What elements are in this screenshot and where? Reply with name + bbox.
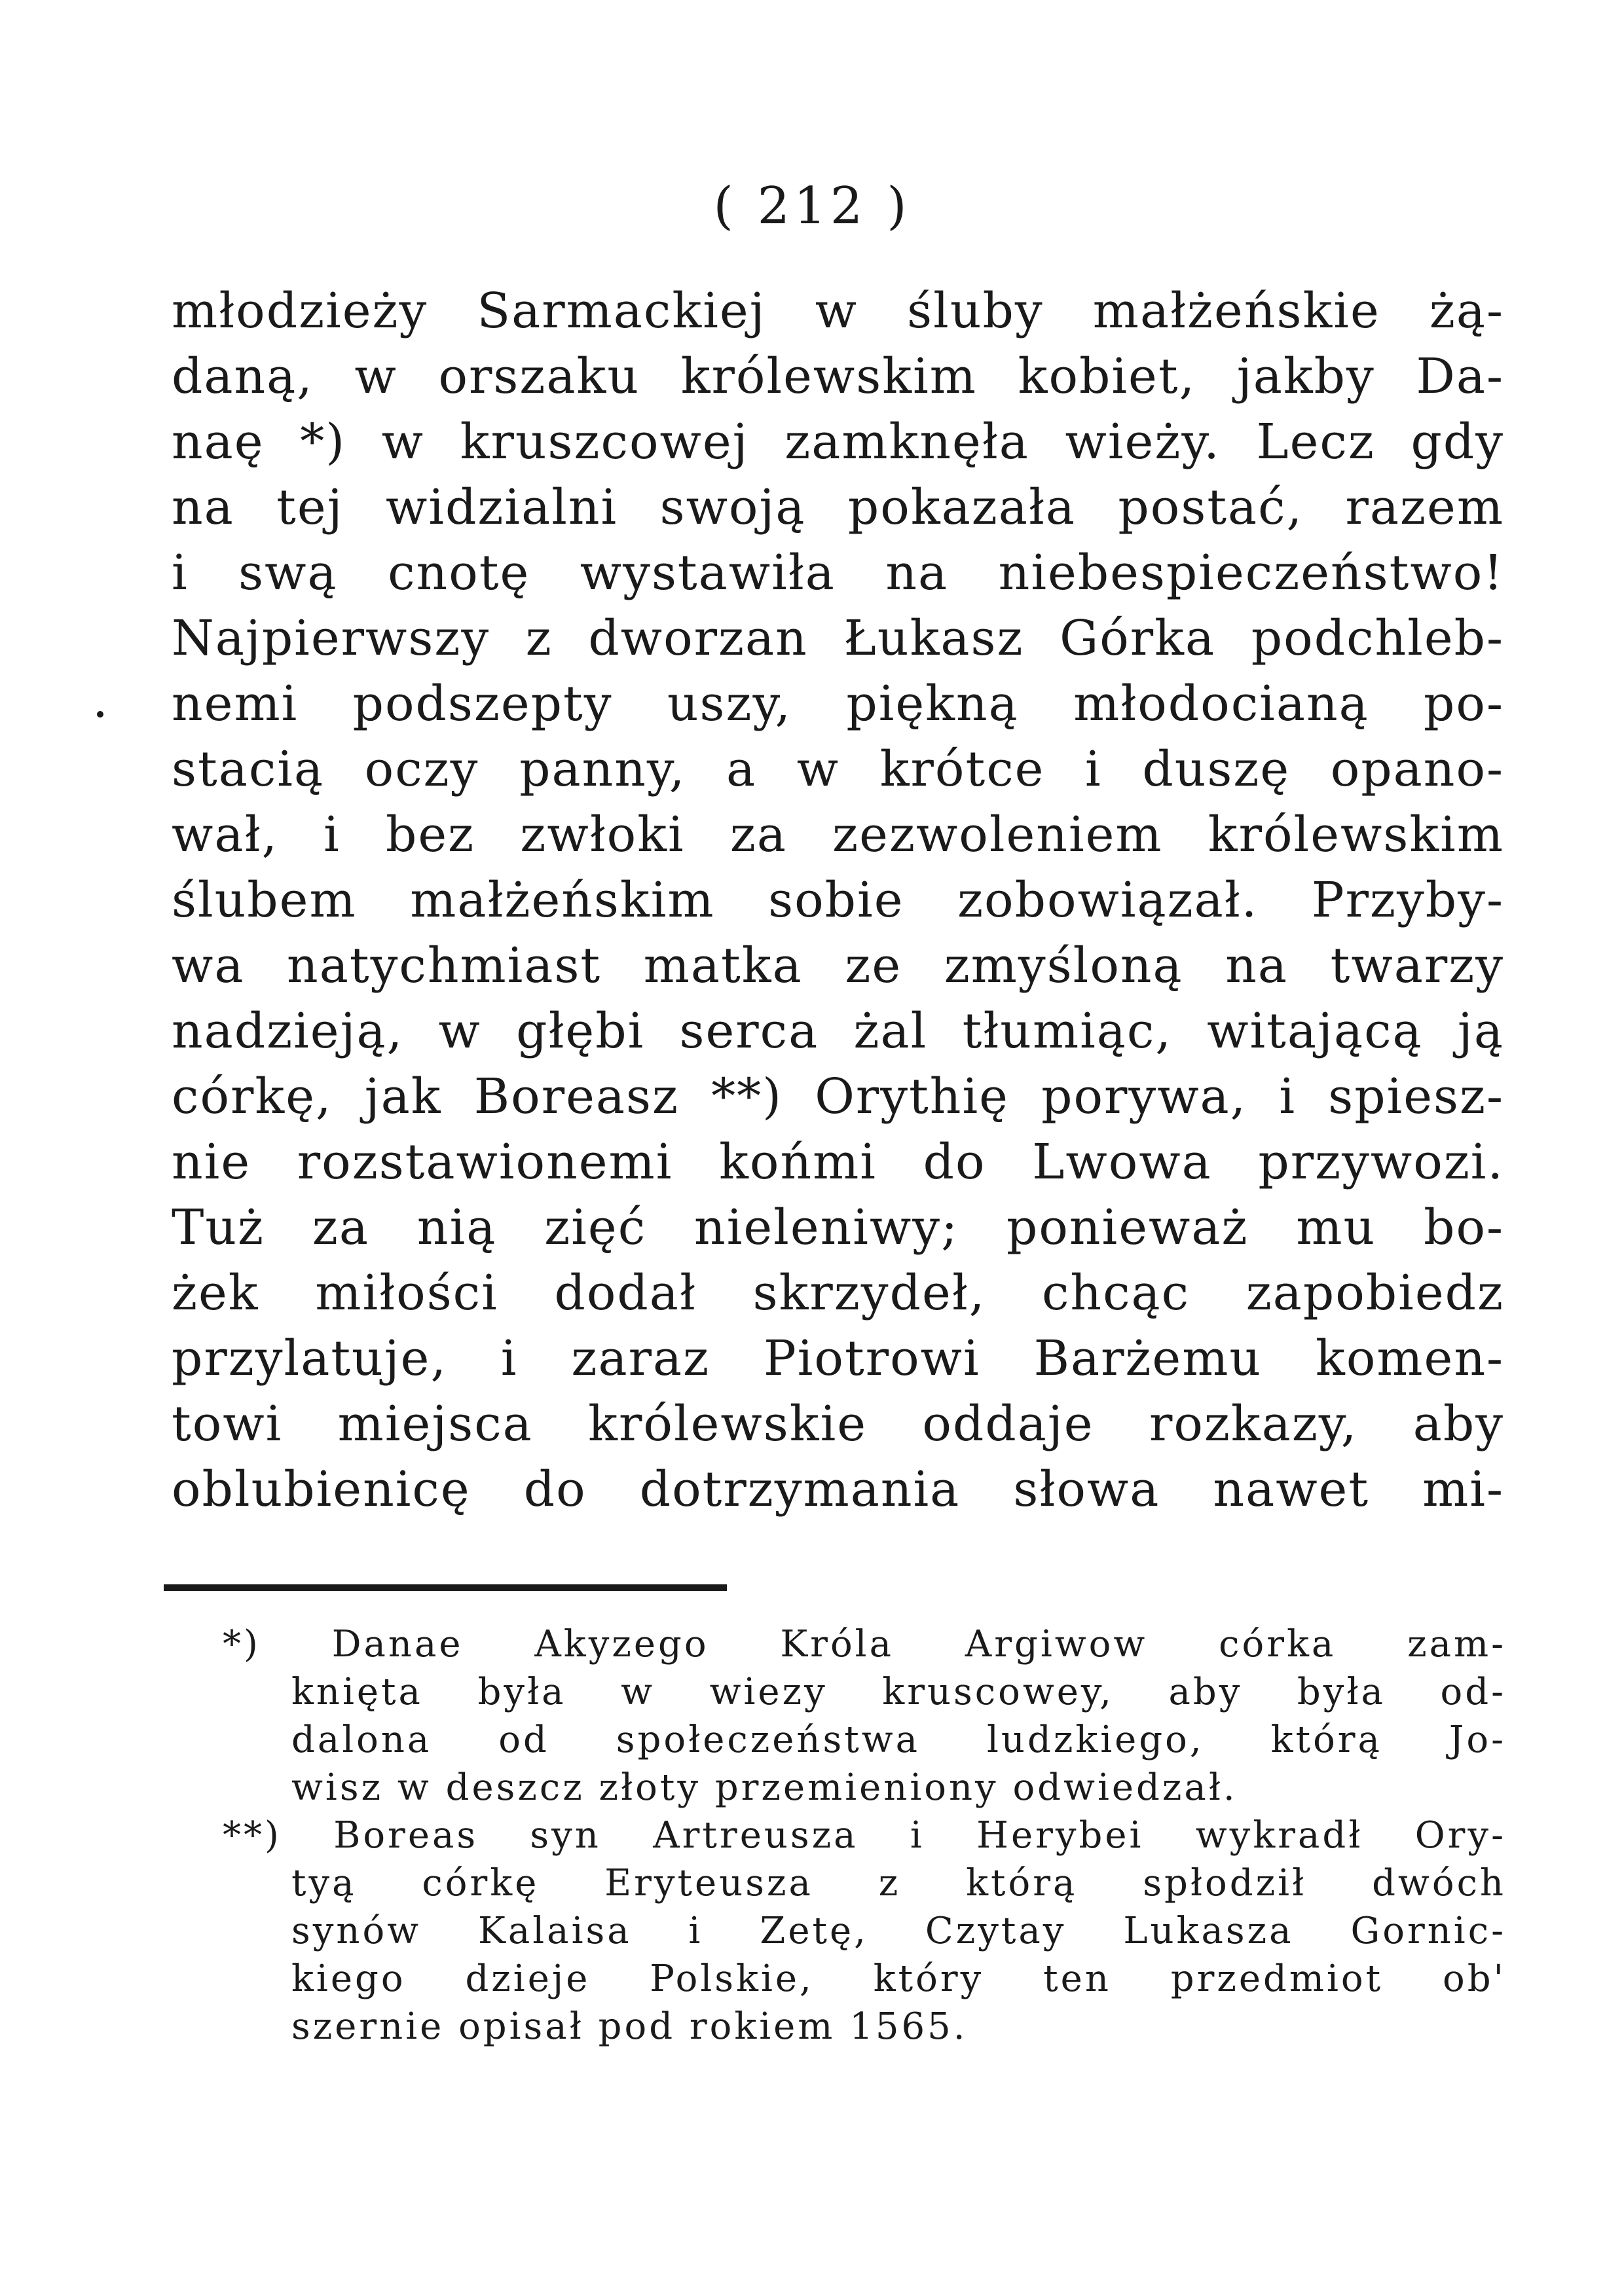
footnote-line: **) Boreas syn Artreusza i Herybei wykradł Ory- <box>223 1814 1506 1857</box>
main-text-line: towi miejsca królewskie oddaje rozkazy, aby <box>172 1396 1504 1452</box>
footnotes-block <box>223 1620 1506 2050</box>
footnote-line: tyą córkę Eryteusza z którą spłodził dwóch <box>291 1862 1506 1904</box>
main-text-line: młodzieży Sarmackiej w śluby małżeńskie żą- <box>172 283 1504 339</box>
main-text-line: Najpierwszy z dworzan Łukasz Górka podchleb- <box>172 610 1504 666</box>
main-text-line: na tej widzialni swoją pokazała postać, razem <box>172 479 1504 536</box>
main-text-line: naę *) w kruszcowej zamknęła wieży. Lecz gdy <box>172 414 1504 470</box>
footnote-line: szernie opisał pod rokiem 1565. <box>291 2005 968 2048</box>
main-text-line: córkę, jak Boreasz **) Orythię porywa, i spiesz- <box>172 1068 1504 1125</box>
main-text-line: i swą cnotę wystawiła na niebespieczeństwo! <box>172 545 1504 601</box>
main-text-line: nie rozstawionemi końmi do Lwowa przywozi. <box>172 1134 1504 1190</box>
footnote-line: kiego dzieje Polskie, który ten przedmiot ob' <box>291 1958 1506 2000</box>
main-text-block <box>172 278 1504 1522</box>
main-text-line: wał, i bez zwłoki za zezwoleniem królewskim <box>172 807 1504 863</box>
main-text-line: nadzieją, w głębi serca żal tłumiąc, witającą ją <box>172 1003 1504 1059</box>
main-text-line: wa natychmiast matka ze zmyśloną na twarzy <box>172 938 1504 994</box>
footnote-line: *) Danae Akyzego Króla Argiwow córka zam- <box>223 1623 1506 1666</box>
main-text-line: nemi podszepty uszy, piękną młodocianą po- <box>172 676 1504 732</box>
footnote-separator-rule <box>164 1584 727 1591</box>
main-text-line: daną, w orszaku królewskim kobiet, jakby Da- <box>172 348 1504 405</box>
margin-dot-mark <box>97 711 103 718</box>
main-text-line: ślubem małżeńskim sobie zobowiązał. Przyby- <box>172 872 1504 928</box>
footnote-line: knięta była w wiezy kruscowey, aby była od- <box>291 1671 1506 1713</box>
footnote-line: synów Kalaisa i Zetę, Czytay Lukasza Gornic- <box>291 1910 1506 1952</box>
footnote-line: wisz w deszcz złoty przemieniony odwiedzał. <box>291 1766 1238 1809</box>
footnote-line: dalona od społeczeństwa ludzkiego, którą Jo- <box>291 1719 1506 1761</box>
main-text-line: stacią oczy panny, a w krótce i duszę opano- <box>172 741 1504 797</box>
main-text-line: Tuż za nią zięć nieleniwy; ponieważ mu bo- <box>172 1199 1504 1256</box>
main-text-line: żek miłości dodał skrzydeł, chcąc zapobiedz <box>172 1265 1504 1321</box>
main-text-line: przylatuje, i zaraz Piotrowi Barżemu komen- <box>172 1330 1504 1387</box>
main-text-line: oblubienicę do dotrzymania słowa nawet mi- <box>172 1461 1504 1518</box>
page-number: ( 212 ) <box>713 177 911 236</box>
